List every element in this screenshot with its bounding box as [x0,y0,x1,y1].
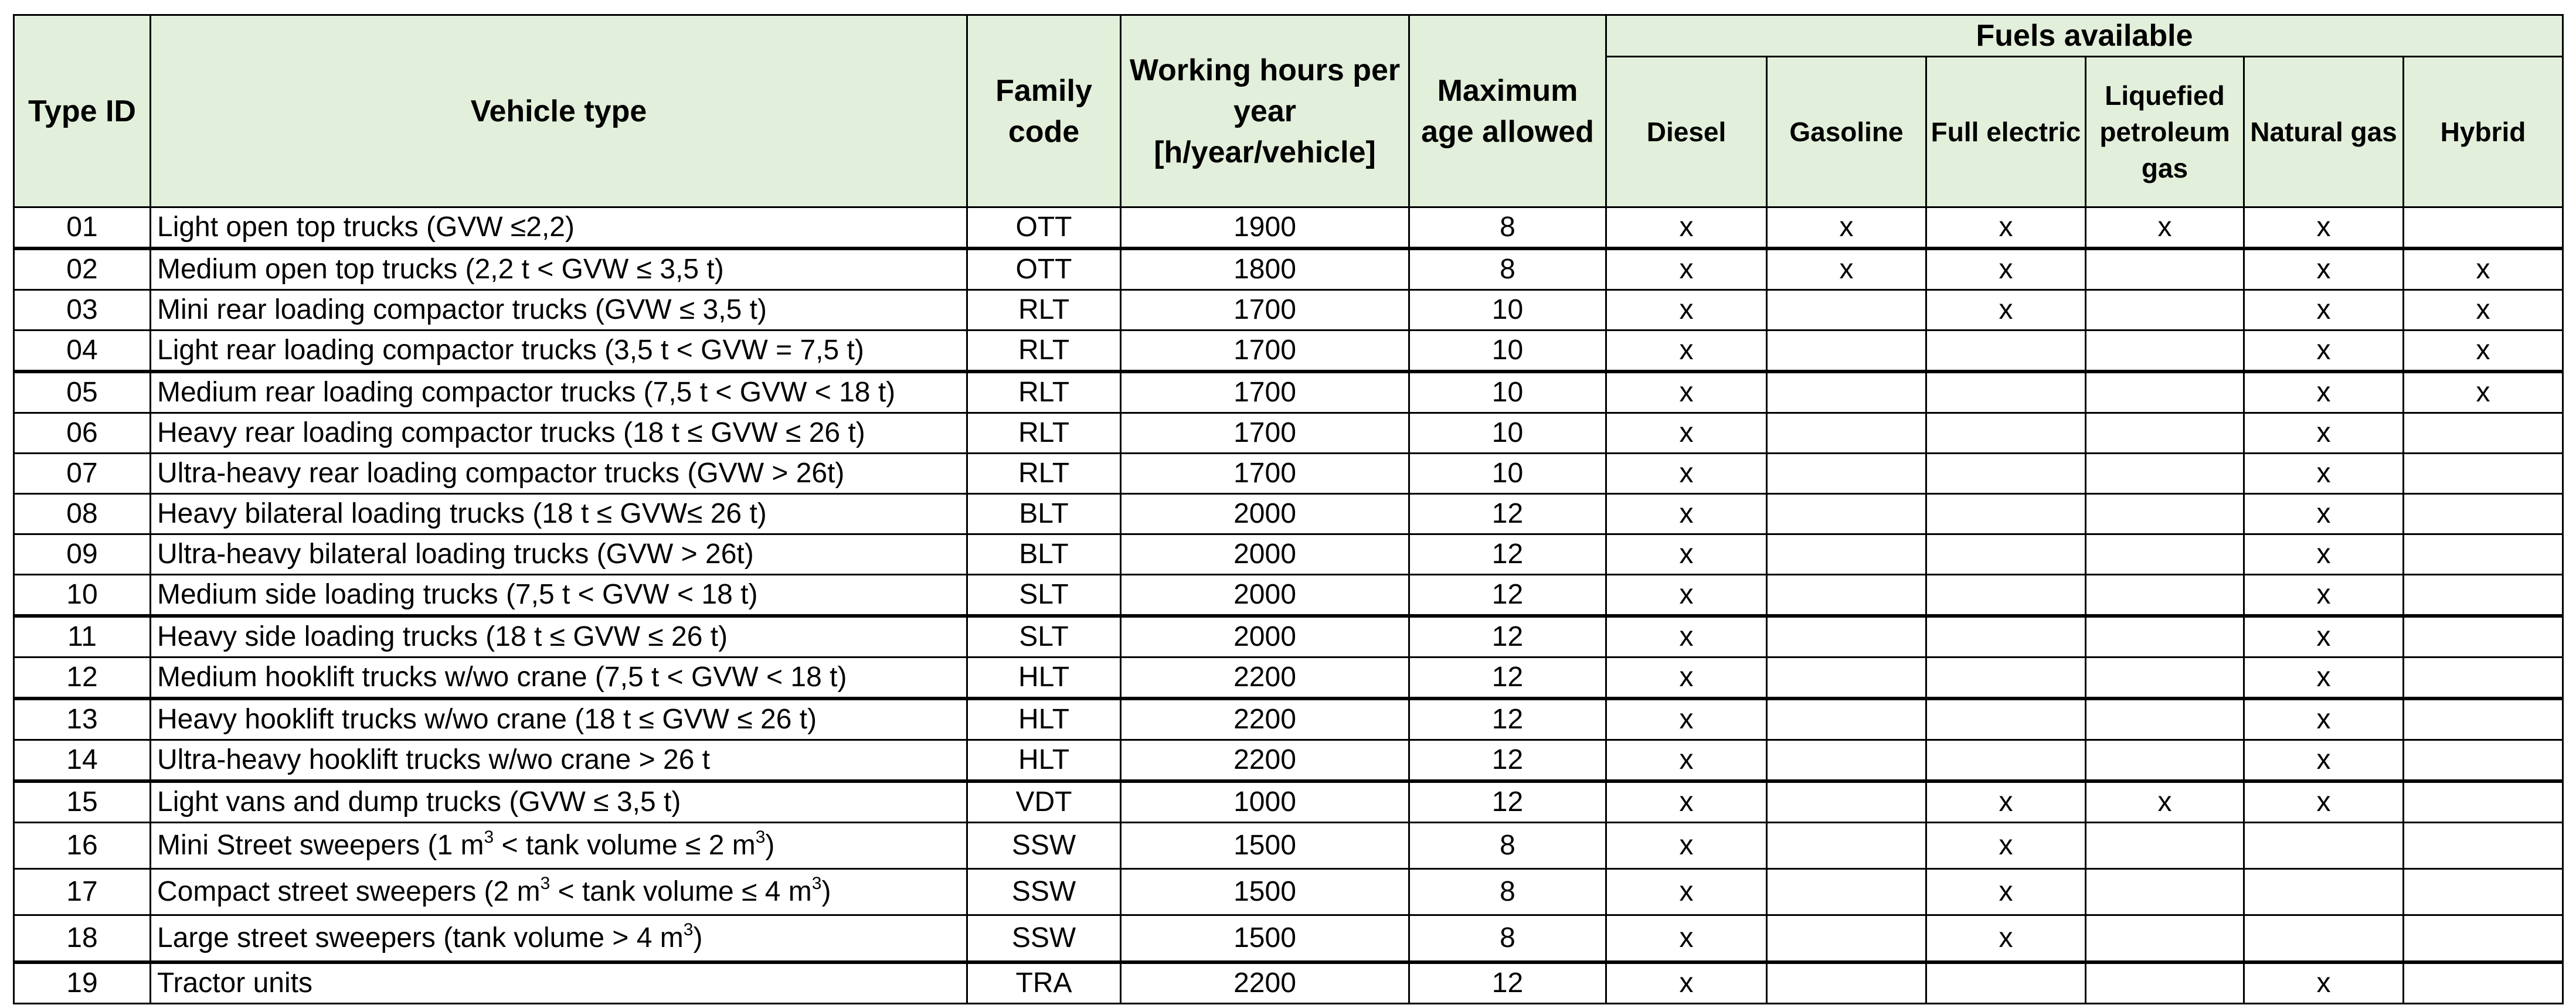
diesel-cell: x [1606,494,1767,534]
vehicle-type-cell: Light open top trucks (GVW ≤2,2) [151,207,967,249]
max-age-cell: 8 [1409,248,1606,290]
full-electric-cell [1926,331,2086,372]
hybrid-cell: x [2404,290,2563,331]
full-electric-cell: x [1926,207,2086,249]
gasoline-cell [1767,575,1926,616]
superscript: 3 [811,874,822,893]
hybrid-cell [2404,699,2563,740]
table-body [14,207,2563,1004]
natural-gas-cell: x [2244,331,2404,372]
natural-gas-cell: x [2244,454,2404,494]
natural-gas-cell [2244,869,2404,915]
header-lpg: Liquefied petroleum gas [2086,57,2244,207]
hybrid-cell [2404,740,2563,782]
diesel-cell: x [1606,616,1767,657]
full-electric-cell [1926,657,2086,699]
hybrid-cell [2404,534,2563,575]
gasoline-cell [1767,962,1926,1004]
header-type-id: Type ID [14,15,151,207]
lpg-cell [2086,915,2244,963]
vehicle-type-text: ) [693,922,703,953]
working-hours-cell: 2200 [1121,962,1409,1004]
full-electric-cell [1926,740,2086,782]
diesel-cell: x [1606,331,1767,372]
vehicle-type-cell: Heavy bilateral loading trucks (18 t ≤ GVW≤ 26 t) [151,494,967,534]
header-gasoline: Gasoline [1767,57,1926,207]
hybrid-cell [2404,494,2563,534]
table-row [14,248,2563,290]
lpg-cell [2086,657,2244,699]
diesel-cell: x [1606,248,1767,290]
full-electric-cell: x [1926,248,2086,290]
lpg-cell: x [2086,207,2244,249]
vehicle-type-cell: Medium open top trucks (2,2 t < GVW ≤ 3,5 t) [151,248,967,290]
hybrid-cell [2404,575,2563,616]
natural-gas-cell: x [2244,248,2404,290]
vehicle-type-cell [151,915,967,963]
vehicle-type-cell: Heavy side loading trucks (18 t ≤ GVW ≤ 26 t) [151,616,967,657]
working-hours-cell: 1700 [1121,454,1409,494]
full-electric-cell [1926,575,2086,616]
header-fuels-available: Fuels available [1606,15,2563,57]
full-electric-cell: x [1926,869,2086,915]
gasoline-cell [1767,372,1926,413]
vehicle-type-cell: Medium side loading trucks (7,5 t < GVW < 18 t) [151,575,967,616]
working-hours-cell: 1000 [1121,781,1409,823]
family-code-cell: HLT [967,657,1121,699]
family-code-cell: RLT [967,454,1121,494]
family-code-cell: TRA [967,962,1121,1004]
type-id-cell: 05 [14,372,151,413]
hybrid-cell [2404,616,2563,657]
diesel-cell: x [1606,454,1767,494]
superscript: 3 [755,827,766,847]
gasoline-cell [1767,454,1926,494]
table-row [14,372,2563,413]
family-code-cell: VDT [967,781,1121,823]
type-id-cell: 04 [14,331,151,372]
table-row [14,869,2563,915]
type-id-cell: 12 [14,657,151,699]
max-age-cell: 12 [1409,534,1606,575]
table-row [14,207,2563,249]
type-id-cell: 13 [14,699,151,740]
table-row [14,290,2563,331]
table-row [14,413,2563,454]
hybrid-cell [2404,413,2563,454]
table-row [14,534,2563,575]
max-age-cell: 12 [1409,699,1606,740]
table-row [14,915,2563,963]
natural-gas-cell: x [2244,616,2404,657]
hybrid-cell [2404,454,2563,494]
vehicle-type-text: Large street sweepers (tank volume > 4 m [157,922,684,953]
lpg-cell [2086,413,2244,454]
gasoline-cell [1767,413,1926,454]
natural-gas-cell [2244,823,2404,869]
hybrid-cell [2404,869,2563,915]
full-electric-cell [1926,454,2086,494]
gasoline-cell [1767,823,1926,869]
type-id-cell: 07 [14,454,151,494]
vehicle-type-cell [151,823,967,869]
working-hours-cell: 2000 [1121,494,1409,534]
family-code-cell: RLT [967,372,1121,413]
type-id-cell: 06 [14,413,151,454]
type-id-cell: 11 [14,616,151,657]
full-electric-cell [1926,494,2086,534]
working-hours-cell: 1700 [1121,372,1409,413]
family-code-cell: SSW [967,823,1121,869]
type-id-cell: 02 [14,248,151,290]
diesel-cell: x [1606,699,1767,740]
gasoline-cell [1767,915,1926,963]
natural-gas-cell: x [2244,575,2404,616]
max-age-cell: 10 [1409,454,1606,494]
diesel-cell: x [1606,962,1767,1004]
full-electric-cell: x [1926,915,2086,963]
working-hours-cell: 1700 [1121,331,1409,372]
header-working-hours: Working hours per year [h/year/vehicle] [1121,15,1409,207]
family-code-cell: OTT [967,248,1121,290]
table-row [14,740,2563,782]
vehicle-types-table [13,14,2564,1004]
max-age-cell: 12 [1409,962,1606,1004]
diesel-cell: x [1606,575,1767,616]
header-natural-gas: Natural gas [2244,57,2404,207]
natural-gas-cell: x [2244,494,2404,534]
lpg-cell [2086,290,2244,331]
working-hours-cell: 1500 [1121,915,1409,963]
natural-gas-cell [2244,915,2404,963]
vehicle-type-cell: Mini rear loading compactor trucks (GVW ≤ 3,5 t) [151,290,967,331]
full-electric-cell [1926,413,2086,454]
diesel-cell: x [1606,823,1767,869]
family-code-cell: HLT [967,740,1121,782]
vehicle-type-cell: Tractor units [151,962,967,1004]
natural-gas-cell: x [2244,413,2404,454]
lpg-cell [2086,869,2244,915]
max-age-cell: 10 [1409,290,1606,331]
family-code-cell: HLT [967,699,1121,740]
gasoline-cell [1767,869,1926,915]
hybrid-cell: x [2404,248,2563,290]
diesel-cell: x [1606,740,1767,782]
vehicle-type-cell: Medium rear loading compactor trucks (7,5 t < GVW < 18 t) [151,372,967,413]
natural-gas-cell: x [2244,781,2404,823]
header-full-electric: Full electric [1926,57,2086,207]
working-hours-cell: 2200 [1121,740,1409,782]
hybrid-cell [2404,915,2563,963]
lpg-cell [2086,699,2244,740]
gasoline-cell [1767,534,1926,575]
max-age-cell: 12 [1409,494,1606,534]
table-row [14,494,2563,534]
family-code-cell: SSW [967,915,1121,963]
max-age-cell: 12 [1409,616,1606,657]
working-hours-cell: 2000 [1121,534,1409,575]
family-code-cell: SLT [967,575,1121,616]
gasoline-cell [1767,781,1926,823]
gasoline-cell [1767,290,1926,331]
family-code-cell: OTT [967,207,1121,249]
lpg-cell [2086,494,2244,534]
diesel-cell: x [1606,869,1767,915]
max-age-cell: 12 [1409,575,1606,616]
full-electric-cell [1926,372,2086,413]
natural-gas-cell: x [2244,962,2404,1004]
lpg-cell [2086,962,2244,1004]
working-hours-cell: 2000 [1121,616,1409,657]
type-id-cell: 14 [14,740,151,782]
gasoline-cell [1767,657,1926,699]
diesel-cell: x [1606,413,1767,454]
natural-gas-cell: x [2244,657,2404,699]
max-age-cell: 10 [1409,331,1606,372]
table-row [14,657,2563,699]
table-row [14,331,2563,372]
type-id-cell: 09 [14,534,151,575]
working-hours-cell: 1700 [1121,290,1409,331]
hybrid-cell [2404,207,2563,249]
header-diesel: Diesel [1606,57,1767,207]
vehicle-type-cell: Ultra-heavy rear loading compactor trucks (GVW > 26t) [151,454,967,494]
hybrid-cell: x [2404,372,2563,413]
vehicle-type-cell [151,869,967,915]
table-row [14,781,2563,823]
vehicle-type-text: ) [765,830,775,861]
type-id-cell: 17 [14,869,151,915]
natural-gas-cell: x [2244,534,2404,575]
vehicle-type-cell: Medium hooklift trucks w/wo crane (7,5 t < GVW < 18 t) [151,657,967,699]
natural-gas-cell: x [2244,740,2404,782]
gasoline-cell [1767,331,1926,372]
vehicle-type-cell: Heavy hooklift trucks w/wo crane (18 t ≤ GVW ≤ 26 t) [151,699,967,740]
header-max-age: Maximum age allowed [1409,15,1606,207]
type-id-cell: 15 [14,781,151,823]
table-row [14,454,2563,494]
diesel-cell: x [1606,657,1767,699]
vehicle-type-cell: Light rear loading compactor trucks (3,5 t < GVW = 7,5 t) [151,331,967,372]
working-hours-cell: 1900 [1121,207,1409,249]
gasoline-cell [1767,699,1926,740]
type-id-cell: 10 [14,575,151,616]
family-code-cell: RLT [967,413,1121,454]
full-electric-cell: x [1926,290,2086,331]
lpg-cell [2086,575,2244,616]
max-age-cell: 12 [1409,781,1606,823]
vehicle-type-cell: Ultra-heavy bilateral loading trucks (GVW > 26t) [151,534,967,575]
max-age-cell: 8 [1409,207,1606,249]
natural-gas-cell: x [2244,207,2404,249]
full-electric-cell: x [1926,781,2086,823]
working-hours-cell: 2000 [1121,575,1409,616]
max-age-cell: 8 [1409,869,1606,915]
lpg-cell [2086,454,2244,494]
lpg-cell: x [2086,781,2244,823]
vehicle-type-text: Mini Street sweepers (1 m [157,830,484,861]
diesel-cell: x [1606,781,1767,823]
hybrid-cell [2404,962,2563,1004]
type-id-cell: 01 [14,207,151,249]
table-row [14,616,2563,657]
working-hours-cell: 1700 [1121,413,1409,454]
table-row [14,962,2563,1004]
diesel-cell: x [1606,534,1767,575]
superscript: 3 [683,920,694,939]
diesel-cell: x [1606,207,1767,249]
lpg-cell [2086,616,2244,657]
max-age-cell: 10 [1409,413,1606,454]
working-hours-cell: 1500 [1121,823,1409,869]
vehicle-type-text: < tank volume ≤ 4 m [550,876,812,907]
natural-gas-cell: x [2244,699,2404,740]
lpg-cell [2086,823,2244,869]
diesel-cell: x [1606,372,1767,413]
max-age-cell: 8 [1409,915,1606,963]
type-id-cell: 08 [14,494,151,534]
lpg-cell [2086,740,2244,782]
working-hours-cell: 2200 [1121,657,1409,699]
type-id-cell: 18 [14,915,151,963]
diesel-cell: x [1606,915,1767,963]
gasoline-cell [1767,740,1926,782]
hybrid-cell [2404,657,2563,699]
table-row [14,823,2563,869]
vehicle-type-text: ) [821,876,831,907]
vehicle-type-text: < tank volume ≤ 2 m [494,830,756,861]
family-code-cell: RLT [967,290,1121,331]
full-electric-cell [1926,616,2086,657]
max-age-cell: 8 [1409,823,1606,869]
table-row [14,699,2563,740]
type-id-cell: 16 [14,823,151,869]
max-age-cell: 12 [1409,740,1606,782]
gasoline-cell [1767,616,1926,657]
vehicle-type-cell: Light vans and dump trucks (GVW ≤ 3,5 t) [151,781,967,823]
lpg-cell [2086,248,2244,290]
type-id-cell: 19 [14,962,151,1004]
family-code-cell: SSW [967,869,1121,915]
gasoline-cell: x [1767,207,1926,249]
family-code-cell: RLT [967,331,1121,372]
hybrid-cell [2404,823,2563,869]
superscript: 3 [540,874,550,893]
natural-gas-cell: x [2244,290,2404,331]
max-age-cell: 12 [1409,657,1606,699]
header-family-code: Family code [967,15,1121,207]
max-age-cell: 10 [1409,372,1606,413]
superscript: 3 [484,827,494,847]
header-hybrid: Hybrid [2404,57,2563,207]
hybrid-cell [2404,781,2563,823]
working-hours-cell: 1800 [1121,248,1409,290]
working-hours-cell: 1500 [1121,869,1409,915]
type-id-cell: 03 [14,290,151,331]
gasoline-cell: x [1767,248,1926,290]
natural-gas-cell: x [2244,372,2404,413]
full-electric-cell [1926,962,2086,1004]
full-electric-cell [1926,699,2086,740]
full-electric-cell [1926,534,2086,575]
table-row [14,575,2563,616]
lpg-cell [2086,372,2244,413]
lpg-cell [2086,534,2244,575]
vehicle-type-cell: Heavy rear loading compactor trucks (18 t ≤ GVW ≤ 26 t) [151,413,967,454]
lpg-cell [2086,331,2244,372]
gasoline-cell [1767,494,1926,534]
hybrid-cell: x [2404,331,2563,372]
diesel-cell: x [1606,290,1767,331]
working-hours-cell: 2200 [1121,699,1409,740]
full-electric-cell: x [1926,823,2086,869]
vehicle-type-text: Compact street sweepers (2 m [157,876,541,907]
family-code-cell: BLT [967,494,1121,534]
header-vehicle-type: Vehicle type [151,15,967,207]
family-code-cell: BLT [967,534,1121,575]
vehicle-type-cell: Ultra-heavy hooklift trucks w/wo crane > 26 t [151,740,967,782]
family-code-cell: SLT [967,616,1121,657]
